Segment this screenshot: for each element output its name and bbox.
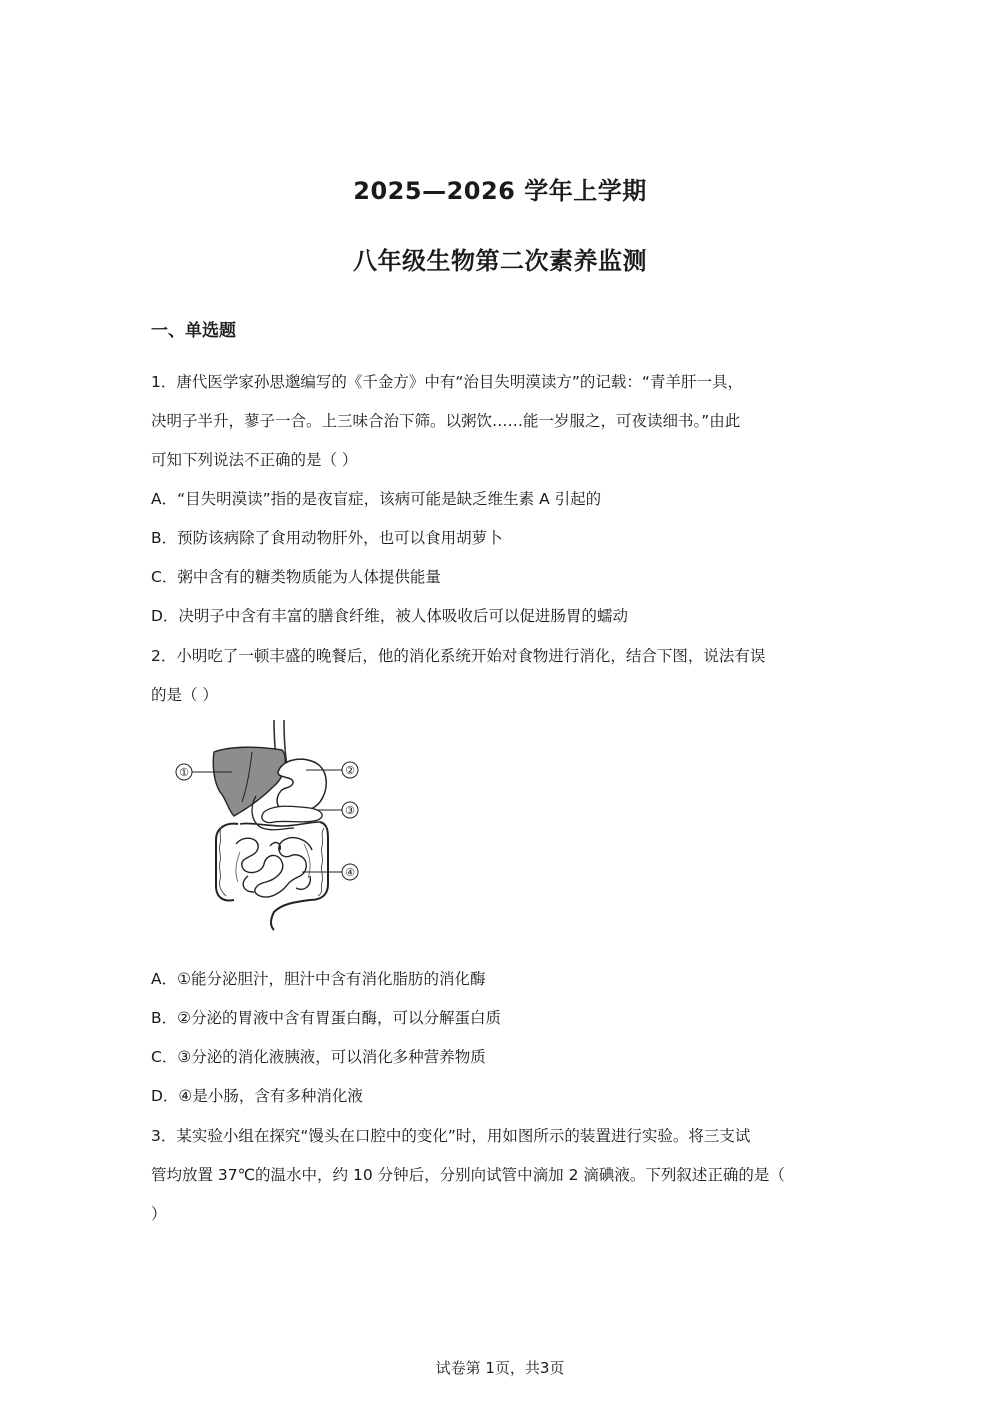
q3-stem-line-3: ） — [151, 1205, 167, 1223]
exam-title-subject: 八年级生物第二次素养监测 — [353, 247, 647, 275]
figure-label-3: ③ — [345, 804, 355, 817]
figure-label-1: ① — [179, 766, 189, 779]
q1-option-d: D．决明子中含有丰富的膳食纤维，被人体吸收后可以促进肠胃的蠕动 — [151, 607, 628, 625]
figure-label-2: ② — [345, 764, 355, 777]
large-intestine-shape — [216, 822, 328, 930]
page-footer: 试卷第 1页，共3页 — [435, 1359, 565, 1377]
digestive-system-figure — [170, 716, 370, 931]
q1-option-a: A．“目失明漠读”指的是夜盲症，该病可能是缺乏维生素 A 引起的 — [151, 490, 602, 508]
q2-stem-line-2: 的是（ ） — [151, 686, 218, 704]
q1-stem-line-1: 1．唐代医学家孙思邈编写的《千金方》中有“治目失明漠读方”的记载：“青羊肝一具， — [151, 373, 743, 391]
small-intestine-shape — [236, 838, 312, 897]
q2-option-d: D．④是小肠，含有多种消化液 — [151, 1087, 363, 1105]
q2-stem-line-1: 2．小明吃了一顿丰盛的晚餐后，他的消化系统开始对食物进行消化，结合下图，说法有误 — [151, 647, 766, 665]
q2-option-c: C．③分泌的消化液胰液，可以消化多种营养物质 — [151, 1048, 486, 1066]
liver-shape — [213, 747, 285, 816]
pancreas-shape — [262, 806, 322, 822]
stomach-shape — [277, 759, 326, 813]
q2-option-b: B．②分泌的胃液中含有胃蛋白酶，可以分解蛋白质 — [151, 1009, 502, 1027]
q1-option-c: C．粥中含有的糖类物质能为人体提供能量 — [151, 568, 441, 586]
exam-title-year: 2025—2026 学年上学期 — [353, 177, 647, 205]
q3-stem-line-2: 管均放置 37℃的温水中，约 10 分钟后，分别向试管中滴加 2 滴碘液。下列叙述正确的是（ — [151, 1166, 785, 1184]
q2-option-a: A．①能分泌胆汁，胆汁中含有消化脂肪的消化酶 — [151, 970, 486, 988]
q1-option-b: B．预防该病除了食用动物肝外，也可以食用胡萝卜 — [151, 529, 503, 547]
figure-label-4: ④ — [345, 866, 355, 879]
q3-stem-line-1: 3．某实验小组在探究“馒头在口腔中的变化”时，用如图所示的装置进行实验。将三支试 — [151, 1127, 751, 1145]
q1-stem-line-2: 决明子半升，蓼子一合。上三味合治下筛。以粥饮……能一岁服之，可夜读细书。”由此 — [151, 412, 741, 430]
q1-stem-line-3: 可知下列说法不正确的是（ ） — [151, 451, 358, 469]
section-heading: 一、单选题 — [151, 321, 236, 341]
